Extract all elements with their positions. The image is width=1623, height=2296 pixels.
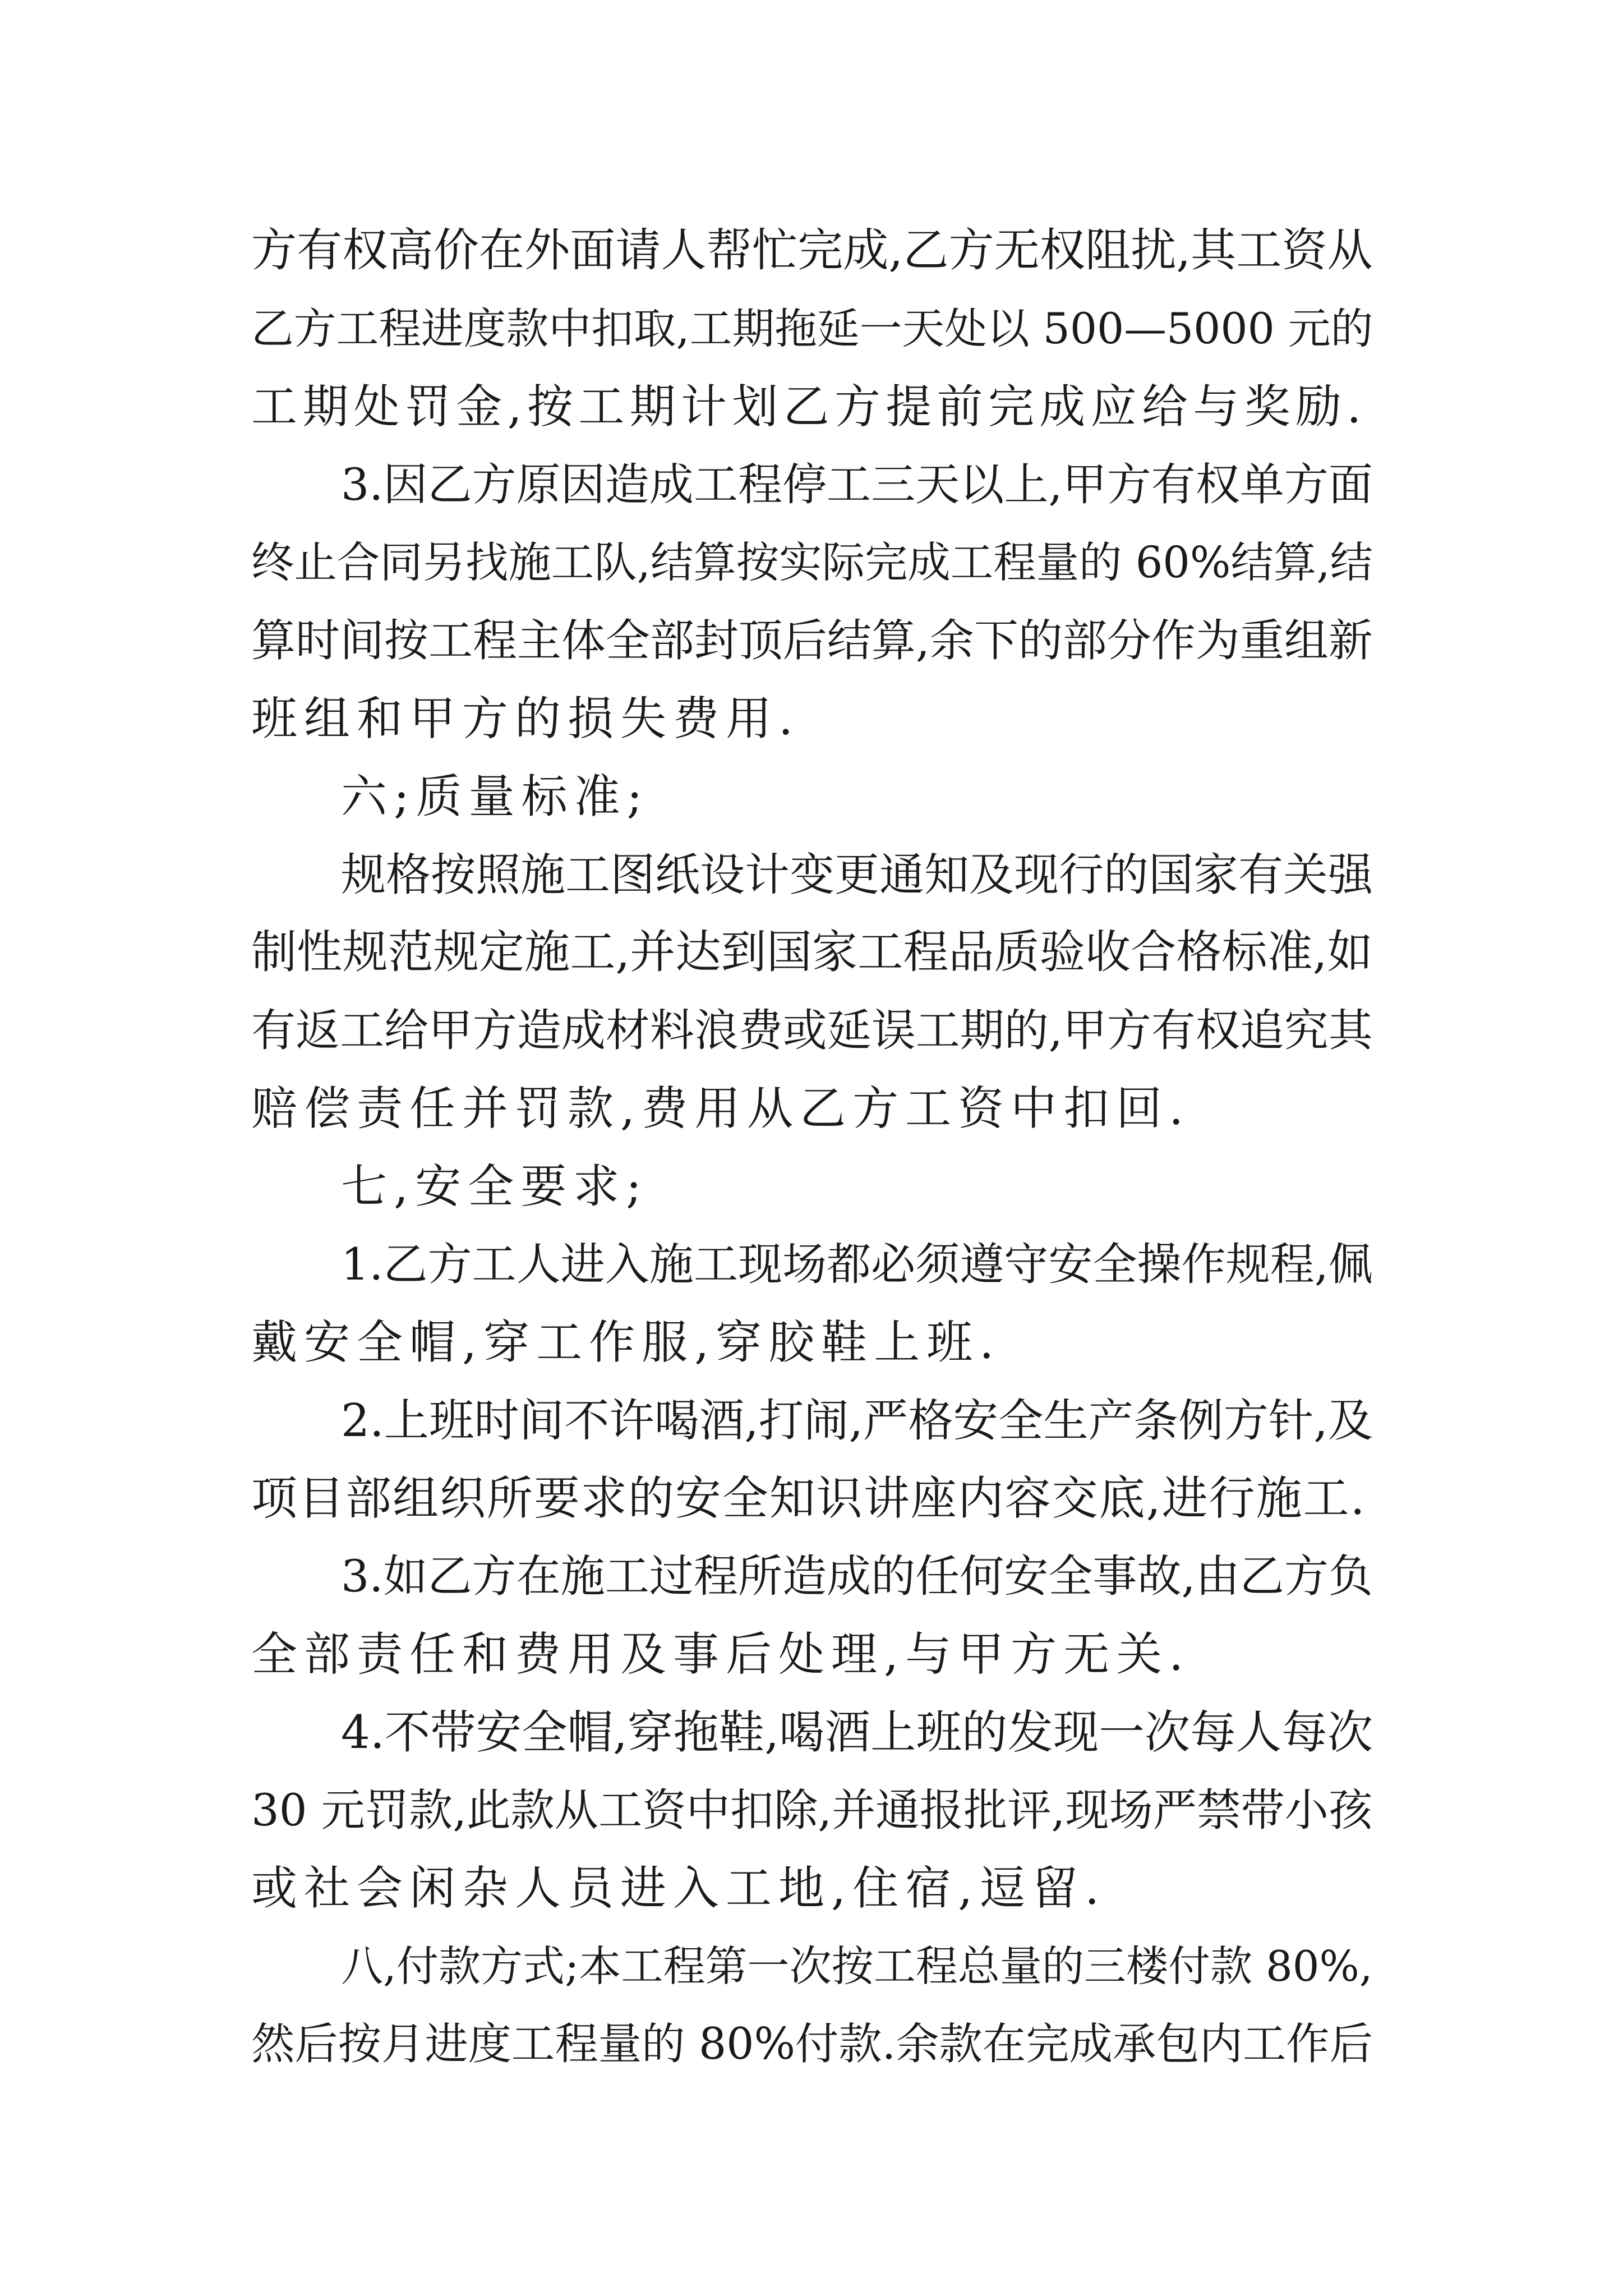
text-line: 3.如乙方在施工过程所造成的任何安全事故,由乙方负 bbox=[341, 1550, 1373, 1602]
text-line: 3.因乙方原因造成工程停工三天以上,甲方有权单方面 bbox=[341, 459, 1373, 510]
text-line: 有返工给甲方造成材料浪费或延误工期的,甲方有权追究其 bbox=[251, 1005, 1373, 1056]
contract-text-body bbox=[251, 212, 1373, 2083]
section-heading: 八,付款方式;本工程第一次按工程总量的三楼付款 80%, bbox=[341, 1941, 1373, 1991]
text-line: 全部责任和费用及事后处理,与甲方无关. bbox=[251, 1628, 1191, 1681]
text-line: 然后按月进度工程量的 80%付款.余款在完成承包内工作后 bbox=[251, 2019, 1373, 2069]
text-line: 2.上班时间不许喝酒,打闹,严格安全生产条例方针,及 bbox=[341, 1394, 1373, 1447]
text-line: 工期处罚金,按工期计划乙方提前完成应给与奖励. bbox=[251, 380, 1367, 434]
text-line: 戴安全帽,穿工作服,穿胶鞋上班. bbox=[251, 1316, 1001, 1369]
text-line: 1.乙方工人进入施工现场都必须遵守安全操作规程,佩 bbox=[341, 1239, 1373, 1290]
text-line: 终止合同另找施工队,结算按实际完成工程量的 60%结算,结 bbox=[251, 538, 1373, 588]
text-line: 规格按照施工图纸设计变更通知及现行的国家有关强 bbox=[341, 849, 1373, 901]
text-line: 乙方工程进度款中扣取,工期拖延一天处以 500—5000 元的 bbox=[251, 304, 1373, 353]
section-heading: 七,安全要求; bbox=[341, 1160, 648, 1213]
text-line: 项目部组织所要求的安全知识讲座内容交底,进行施工. bbox=[251, 1472, 1366, 1525]
text-line: 或社会闲杂人员进入工地,住宿,逗留. bbox=[251, 1862, 1106, 1915]
text-line: 4.不带安全帽,穿拖鞋,喝酒上班的发现一次每人每次 bbox=[341, 1706, 1373, 1759]
text-line: 算时间按工程主体全部封顶后结算,余下的部分作为重组新 bbox=[251, 615, 1373, 666]
text-line: 制性规范规定施工,并达到国家工程品质验收合格标准,如 bbox=[251, 926, 1373, 979]
text-line: 班组和甲方的损失费用. bbox=[251, 692, 800, 746]
section-heading: 六;质量标准; bbox=[341, 770, 649, 823]
text-line: 30 元罚款,此款从工资中扣除,并通报批评,现场严禁带小孩 bbox=[251, 1785, 1373, 1836]
text-line: 赔偿责任并罚款,费用从乙方工资中扣回. bbox=[251, 1082, 1191, 1135]
text-line: 方有权高价在外面请人帮忙完成,乙方无权阻扰,其工资从 bbox=[251, 224, 1373, 277]
